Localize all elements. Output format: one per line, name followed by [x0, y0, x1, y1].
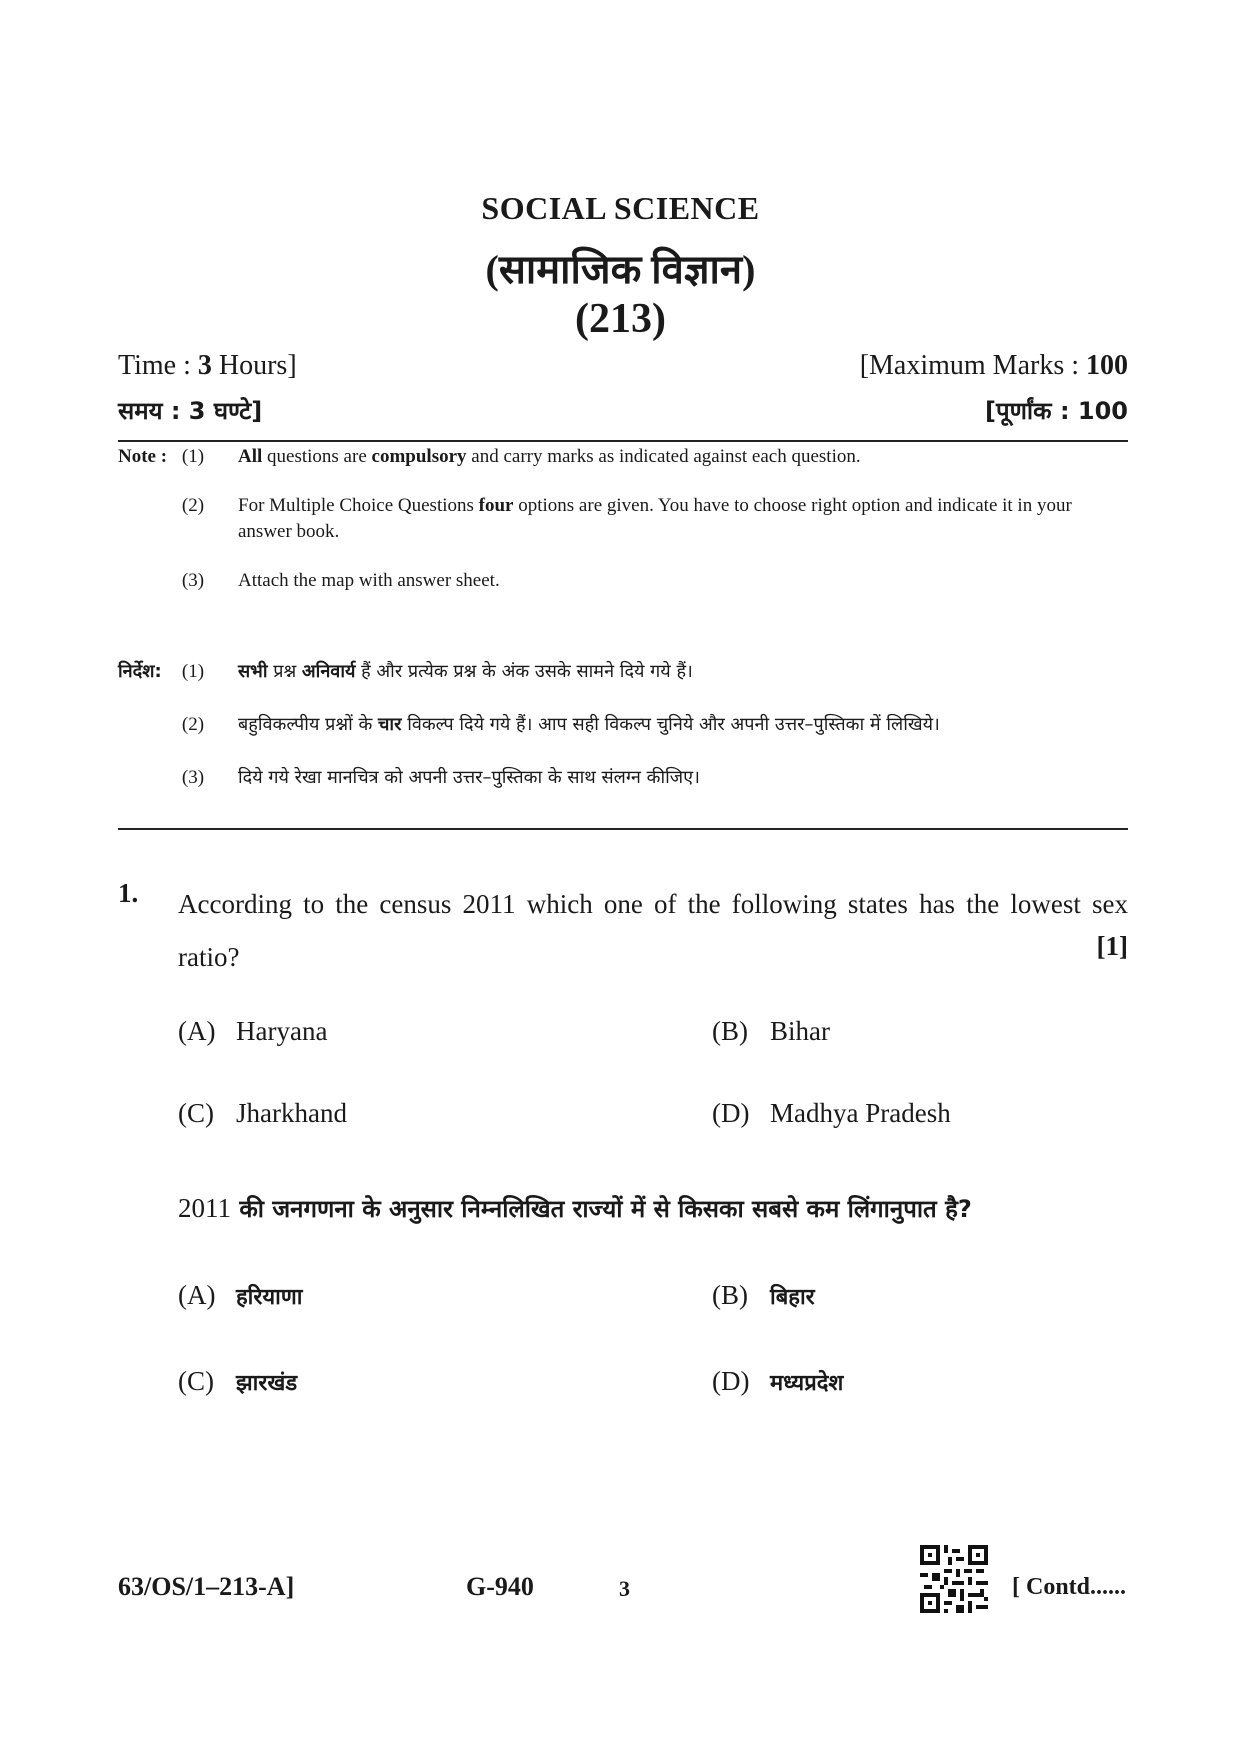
hindi-note-label: निर्देश:: [118, 661, 162, 682]
question-number: 1.: [118, 878, 139, 908]
option-b: (B) Bihar: [712, 1016, 830, 1046]
note-label: Note :: [118, 446, 168, 467]
question-text-hindi: 2011 की जनगणना के अनुसार निम्नलिखित राज्यों में से किसका सबसे कम लिंगानुपात है?: [178, 1193, 972, 1223]
divider-bottom: [118, 828, 1128, 830]
paper-code: 63/OS/1–213-A]: [118, 1572, 295, 1601]
exam-page: SOCIAL SCIENCE (सामाजिक विज्ञान) (213) Time : 3 Hours] [Maximum Marks : 100 समय : 3 घण्टे] [पूर्णांक : 100 Note : (1) All questions are compulsory and carry marks as indicated against each question. (2) For Multiple Choice Questions four options are given. You have to choose right option and indicate it in your answer book. (3) Attach the map with answer sheet. निर्देश: (1) सभी प्रश्न अनिवार्य हैं और प्रत्येक प्रश्न के अंक उसके सामने दिये गये हैं। (2) बहुविकल्पीय प्रश्नों के चार विकल्प दिये गये हैं। आप सही विकल्प चुनिये और अपनी उत्तर–पुस्तिका में लिखिये। (3) दिये गये रेखा मानचित्र को अपनी उत्तर–पुस्तिका के साथ संलग्न कीजिए। 1. According to the census 2011 which one of the following states has the lowest sex ratio? [1] (A) Haryana (B) Bihar (C) Jharkhand (D) Madhya Pradesh 2011 की जनगणना के अनुसार निम्नलिखित राज्यों में से किसका सबसे कम लिंगानुपात है? (A) हरियाणा (B) बिहार (C) झारखंड (D) मध्यप्रदेश 63/OS/1–213-A] G-940 3 [ Contd......: [0, 0, 1241, 1754]
hindi-option-d: (D) मध्यप्रदेश: [712, 1366, 844, 1396]
maximum-marks: [Maximum Marks : 100: [859, 350, 1128, 381]
subject-code: (213): [575, 296, 666, 342]
hindi-option-a: (A) हरियाणा: [178, 1280, 303, 1310]
subject-title-hindi: (सामाजिक विज्ञान): [485, 247, 756, 292]
option-c: (C) Jharkhand: [178, 1098, 347, 1128]
hindi-option-b: (B) बिहार: [712, 1280, 815, 1310]
divider-top: [118, 440, 1128, 442]
continued-label: [ Contd......: [1012, 1574, 1127, 1600]
hindi-option-c: (C) झारखंड: [178, 1366, 298, 1396]
time-allowed: Time : 3 Hours]: [118, 350, 297, 381]
option-d: (D) Madhya Pradesh: [712, 1098, 951, 1128]
subject-title-english: SOCIAL SCIENCE: [481, 190, 760, 226]
question-marks: [1]: [1096, 931, 1128, 961]
series-code: G-940: [466, 1572, 534, 1601]
option-a: (A) Haryana: [178, 1016, 328, 1046]
qr-code-icon: [920, 1545, 988, 1613]
question-text: According to the census 2011 which one of the following states has the lowest sex ratio?: [178, 889, 1128, 972]
maximum-marks-hindi: [पूर्णांक : 100: [984, 397, 1128, 425]
time-allowed-hindi: समय : 3 घण्टे]: [118, 397, 263, 425]
page-number: 3: [619, 1576, 630, 1601]
